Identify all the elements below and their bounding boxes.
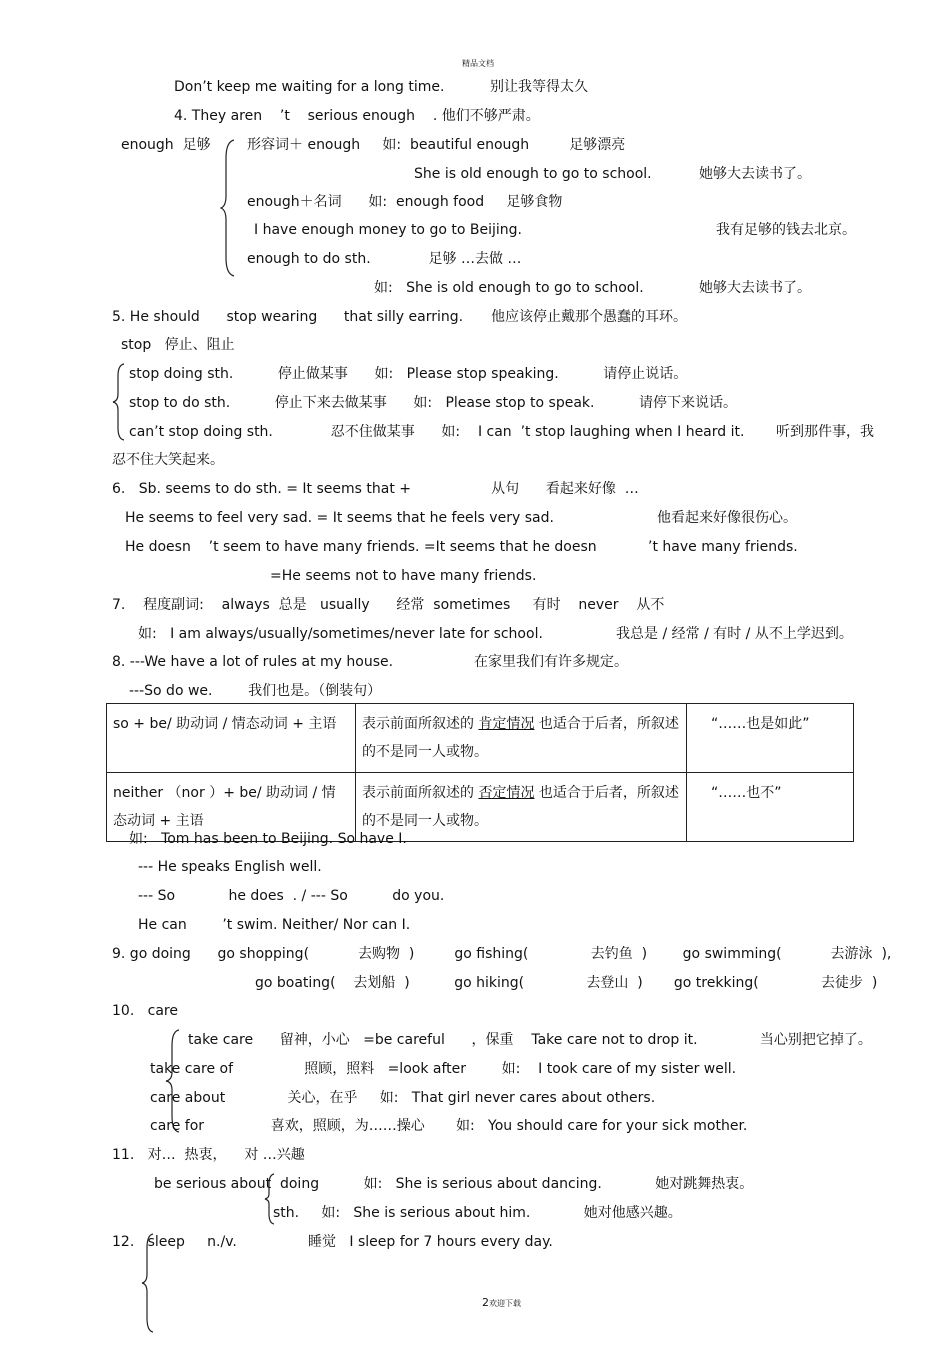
line-1-en: Don’t keep me waiting for a long time. (174, 79, 445, 95)
enough-brace (220, 138, 238, 278)
enough-noun-example-en: I have enough money to go to Beijing. (254, 222, 522, 238)
example-3: --- So he does . / --- So do you. (138, 888, 445, 904)
stop-brace (112, 362, 126, 442)
enough-adj: 形容词＋ enough 如: beautiful enough 足够漂亮 (247, 137, 626, 153)
line-10: 10. care (112, 1003, 178, 1019)
line-7: 7. 程度副词: always 总是 usually 经常 sometimes 有时 never 从不 (112, 597, 665, 613)
enough-todo-example-cn: 她够大去读书了。 (699, 280, 811, 296)
line-6b-en-cont: ’t have many friends. (648, 539, 798, 555)
table-text: 表示前面所叙述的 (362, 785, 479, 801)
line-12: 12. sleep n./v. 睡觉 I sleep for 7 hours every day. (112, 1234, 553, 1250)
care-for: care for 喜欢，照顾，为……操心 如: You should care for your sick mother. (150, 1118, 748, 1134)
cant-stop-cn: 听到那件事，我 (776, 424, 874, 440)
line-5-cn: 他应该停止戴那个愚蠢的耳环。 (491, 309, 687, 325)
cant-stop-en: can’t stop doing sth. 忍不住做某事 如: I can ’t stop laughing when I heard it. (129, 424, 745, 440)
enough-todo-example-en: 如: She is old enough to go to school. (374, 280, 644, 296)
enough-todo: enough to do sth. 足够 …去做 … (247, 251, 522, 267)
line-6a-cn: 他看起来好像很伤心。 (657, 510, 797, 526)
table-row (107, 704, 854, 773)
care-take-care-of: take care of 照顾，照料 =look after 如: I took care of my sister well. (150, 1061, 737, 1077)
table-text: 也适合于后者，所叙述的不是同一人或物。 (362, 785, 679, 829)
line-9: 9. go doing go shopping( 去购物 ) go fishing( 去钓鱼 ) go swimming( 去游泳 ), (112, 946, 892, 962)
line-8-cn: 在家里我们有许多规定。 (474, 654, 628, 670)
table-text: 也适合于后者，所叙述的不是同一人或物。 (362, 716, 679, 760)
table-cell: neither （nor ）+ be/ 助动词 / 情态动词 + 主语 (107, 773, 356, 842)
line-6: 6. Sb. seems to do sth. = It seems that + 从句 看起来好像 … (112, 481, 639, 497)
page-number: 2 (482, 1296, 489, 1309)
header-tag: 精品文档 (462, 59, 494, 68)
stop-heading: stop 停止、阻止 (121, 337, 235, 353)
line-6b-en: He doesn ’t seem to have many friends. =It seems that he doesn (125, 539, 597, 555)
table-cell: “……也不” (687, 773, 854, 842)
line-7-example-cn: 我总是 / 经常 / 有时 / 从不上学迟到。 (616, 626, 853, 642)
line-8-en: 8. ---We have a lot of rules at my house. (112, 654, 394, 670)
table-cell: so + be/ 助动词 / 情态动词 + 主语 (107, 704, 356, 773)
sleep-brace (141, 1232, 155, 1334)
line-9b: go boating( 去划船 ) go hiking( 去登山 ) go trekking( 去徒步 ) (255, 975, 878, 991)
enough-noun: enough＋名词 如: enough food 足够食物 (247, 194, 563, 210)
cant-stop-cn-cont: 忍不住大笑起来。 (112, 452, 224, 468)
line-11a: be serious about doing 如: She is serious about dancing. 她对跳舞热衷。 (154, 1176, 754, 1192)
line-6c: =He seems not to have many friends. (270, 568, 537, 584)
line-8b: ---So do we. 我们也是。（倒装句） (129, 683, 382, 699)
footer-tag: 欢迎下载 (489, 1299, 521, 1308)
table-text: 表示前面所叙述的 (362, 716, 479, 732)
care-about: care about 关心，在乎 如: That girl never cares about others. (150, 1090, 656, 1106)
enough-adj-example-en: She is old enough to go to school. (414, 166, 652, 182)
enough-heading: enough 足够 (121, 137, 211, 153)
line-11: 11. 对… 热衷， 对 …兴趣 (112, 1147, 305, 1163)
line-5-en: 5. He should stop wearing that silly earring. (112, 309, 464, 325)
table-cell: “……也是如此” (687, 704, 854, 773)
footer (482, 1294, 521, 1310)
example-4: He can ’t swim. Neither/ Nor can I. (138, 917, 411, 933)
line-7-example-en: 如: I am always/usually/sometimes/never late for school. (138, 626, 543, 642)
line-1-cn: 别让我等得太久 (490, 79, 588, 95)
table-underlined-text: 肯定情况 (478, 716, 535, 732)
table-cell (356, 704, 687, 773)
example-1: 如: Tom has been to Beijing. So have I. (129, 831, 407, 847)
table-underlined-text: 否定情况 (478, 785, 535, 801)
line-2: 4. They aren ’t serious enough . 他们不够严肃。 (174, 108, 540, 124)
example-2: --- He speaks English well. (138, 859, 322, 875)
line-6a-en: He seems to feel very sad. = It seems that he feels very sad. (125, 510, 554, 526)
inversion-table (106, 703, 854, 842)
enough-adj-example-cn: 她够大去读书了。 (699, 166, 811, 182)
care-take-care: take care 留神，小心 =be careful ，保重 Take care not to drop it. 当心别把它掉了。 (188, 1032, 872, 1048)
stop-doing: stop doing sth. 停止做某事 如: Please stop speaking. 请停止说话。 (129, 366, 688, 382)
line-11b: sth. 如: She is serious about him. 她对他感兴趣。 (273, 1205, 682, 1221)
stop-to-do: stop to do sth. 停止下来去做某事 如: Please stop to speak. 请停下来说话。 (129, 395, 737, 411)
enough-noun-example-cn: 我有足够的钱去北京。 (716, 222, 856, 238)
